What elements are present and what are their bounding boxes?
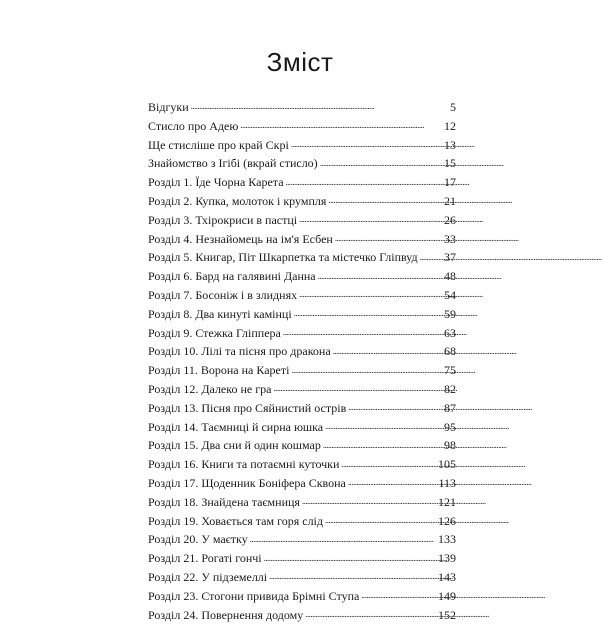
toc-leader-dots: [361, 590, 436, 602]
toc-leader-dots: [240, 120, 442, 132]
toc-entry-page-number: 121: [438, 494, 456, 509]
toc-leader-dots: [305, 609, 436, 621]
toc-leader-dots: [420, 252, 442, 264]
toc-entry-label: Розділ 15. Два сни й один кошмар: [148, 438, 321, 453]
toc-entry-page-number: 149: [438, 588, 456, 603]
toc-entry: [148, 342, 456, 361]
toc-entry-page-number: 87: [444, 400, 456, 415]
toc-entry-page-number: 59: [444, 306, 456, 321]
toc-entry-page-number: 98: [444, 438, 456, 453]
toc-entry: [148, 399, 456, 418]
toc-leader-dots: [291, 139, 442, 151]
toc-leader-dots: [283, 327, 442, 339]
toc-entry-label: Стисло про Адею: [148, 118, 239, 133]
toc-entry-page-number: 54: [444, 287, 456, 302]
toc-entry-page-number: 12: [444, 118, 456, 133]
toc-entry-page-number: 17: [444, 175, 456, 190]
toc-leader-dots: [250, 534, 436, 546]
toc-entry: [148, 455, 456, 474]
toc-entry-page-number: 48: [444, 269, 456, 284]
toc-entry-label: Розділ 7. Босоніж і в злиднях: [148, 287, 298, 302]
toc-entry-label: Розділ 8. Два кинуті камінці: [148, 306, 292, 321]
toc-entry-page-number: 82: [444, 381, 456, 396]
toc-leader-dots: [191, 101, 448, 113]
toc-entry: [148, 512, 456, 531]
toc-leader-dots: [323, 440, 442, 452]
toc-entry-page-number: 113: [438, 475, 456, 490]
toc-entry-label: Розділ 12. Далеко не гра: [148, 381, 272, 396]
toc-entry-page-number: 33: [444, 231, 456, 246]
toc-entry: [148, 267, 456, 286]
toc-leader-dots: [348, 477, 437, 489]
toc-entry-label: Розділ 17. Щоденник Боніфера Сквона: [148, 475, 346, 490]
toc-entry-label: Розділ 1. Їде Чорна Карета: [148, 175, 284, 190]
toc-entry-page-number: 26: [444, 212, 456, 227]
toc-leader-dots: [341, 459, 436, 471]
toc-leader-dots: [348, 402, 442, 414]
toc-leader-dots: [299, 214, 442, 226]
toc-entry-page-number: 139: [438, 551, 456, 566]
toc-entry-page-number: 105: [438, 457, 456, 472]
toc-entry: [148, 211, 456, 230]
toc-entry-label: Розділ 9. Стежка Гліппера: [148, 325, 281, 340]
toc-entry-page-number: 63: [444, 325, 456, 340]
toc-leader-dots: [325, 515, 436, 527]
toc-entry: [148, 493, 456, 512]
toc-entry: [148, 136, 456, 155]
toc-entry-label: Розділ 4. Незнайомець на ім'я Есбен: [148, 231, 333, 246]
toc-entry: [148, 154, 456, 173]
toc-entry-label: Розділ 23. Стогони привида Брімні Ступа: [148, 588, 360, 603]
toc-leader-dots: [294, 308, 442, 320]
toc-entry: [148, 380, 456, 399]
toc-entry: [148, 98, 456, 117]
toc-entry-page-number: 152: [438, 607, 456, 622]
toc-entry-label: Розділ 3. Тхірокриси в пастці: [148, 212, 298, 227]
toc-leader-dots: [286, 177, 442, 189]
toc-entry-label: Розділ 18. Знайдена таємниця: [148, 494, 300, 509]
toc-leader-dots: [333, 346, 442, 358]
toc-entry-label: Розділ 13. Пісня про Сяйнистий острів: [148, 400, 347, 415]
toc-entry-page-number: 37: [444, 250, 456, 265]
toc-entry-label: Розділ 22. У підземеллі: [148, 569, 268, 584]
toc-entry-label: Розділ 24. Повернення додому: [148, 607, 304, 622]
toc-leader-dots: [328, 195, 442, 207]
toc-entry: [148, 173, 456, 192]
toc-entry-label: Відгуки: [148, 100, 189, 114]
toc-entry-label: Розділ 5. Книгар, Піт Шкарпетка та містечко Гліпвуд: [148, 250, 418, 265]
toc-entry-label: Розділ 2. Купка, молоток і крумпля: [148, 193, 327, 208]
toc-leader-dots: [335, 233, 442, 245]
toc-leader-dots: [273, 383, 442, 395]
toc-entry: [148, 568, 456, 587]
toc-entry-page-number: 75: [444, 363, 456, 378]
toc-entry-page-number: 133: [438, 532, 456, 547]
toc-entry-page-number: 21: [444, 193, 456, 208]
toc-leader-dots: [320, 158, 442, 170]
toc-entry-page-number: 95: [444, 419, 456, 434]
toc-entry-page-number: 126: [438, 513, 456, 528]
toc-entry: [148, 530, 456, 549]
toc-entry-label: Розділ 16. Книги та потаємні куточки: [148, 457, 340, 472]
toc-entry: [148, 117, 456, 136]
toc-leader-dots: [325, 421, 442, 433]
toc-entry: [148, 474, 456, 493]
toc-entry: [148, 230, 456, 249]
toc-leader-dots: [269, 571, 436, 583]
toc-entry: [148, 418, 456, 437]
toc-leader-dots: [291, 365, 442, 377]
toc-entry-label: Розділ 21. Рогаті гончі: [148, 551, 262, 566]
toc-entry: [148, 606, 456, 624]
toc-entry-label: Розділ 14. Таємниці й сирна юшка: [148, 419, 324, 434]
toc-entry: [148, 436, 456, 455]
toc-leader-dots: [318, 271, 442, 283]
toc-entry-label: Розділ 10. Лілі та пісня про дракона: [148, 344, 331, 359]
page-title: Зміст: [266, 47, 334, 77]
toc-entry-page-number: 68: [444, 344, 456, 359]
toc-leader-dots: [299, 289, 442, 301]
toc-entry-label: Знайомство з Ігібі (вкрай стисло): [148, 156, 318, 171]
toc-entry: [148, 248, 456, 267]
toc-leader-dots: [264, 553, 436, 565]
toc-entry-label: Розділ 11. Ворона на Кареті: [148, 363, 290, 378]
toc-entry: [148, 192, 456, 211]
toc-entry: [148, 549, 456, 568]
toc-entry: [148, 286, 456, 305]
toc-entry-page-number: 13: [444, 137, 456, 152]
toc-leader-dots: [302, 496, 436, 508]
toc-entry-label: Розділ 20. У маєтку: [148, 532, 248, 547]
toc-entry: [148, 305, 456, 324]
toc-entry-page-number: 15: [444, 156, 456, 171]
toc-entry-label: Ще стисліше про край Скрі: [148, 137, 289, 152]
toc-entry-page-number: 5: [450, 100, 456, 114]
toc-entry: [148, 361, 456, 380]
toc-entry-label: Розділ 6. Бард на галявині Данна: [148, 269, 316, 284]
toc-entry-label: Розділ 19. Ховається там горя слід: [148, 513, 323, 528]
toc-entry: [148, 587, 456, 606]
table-of-contents: [148, 98, 456, 624]
toc-entry-page-number: 143: [438, 569, 456, 584]
toc-entry: [148, 324, 456, 343]
